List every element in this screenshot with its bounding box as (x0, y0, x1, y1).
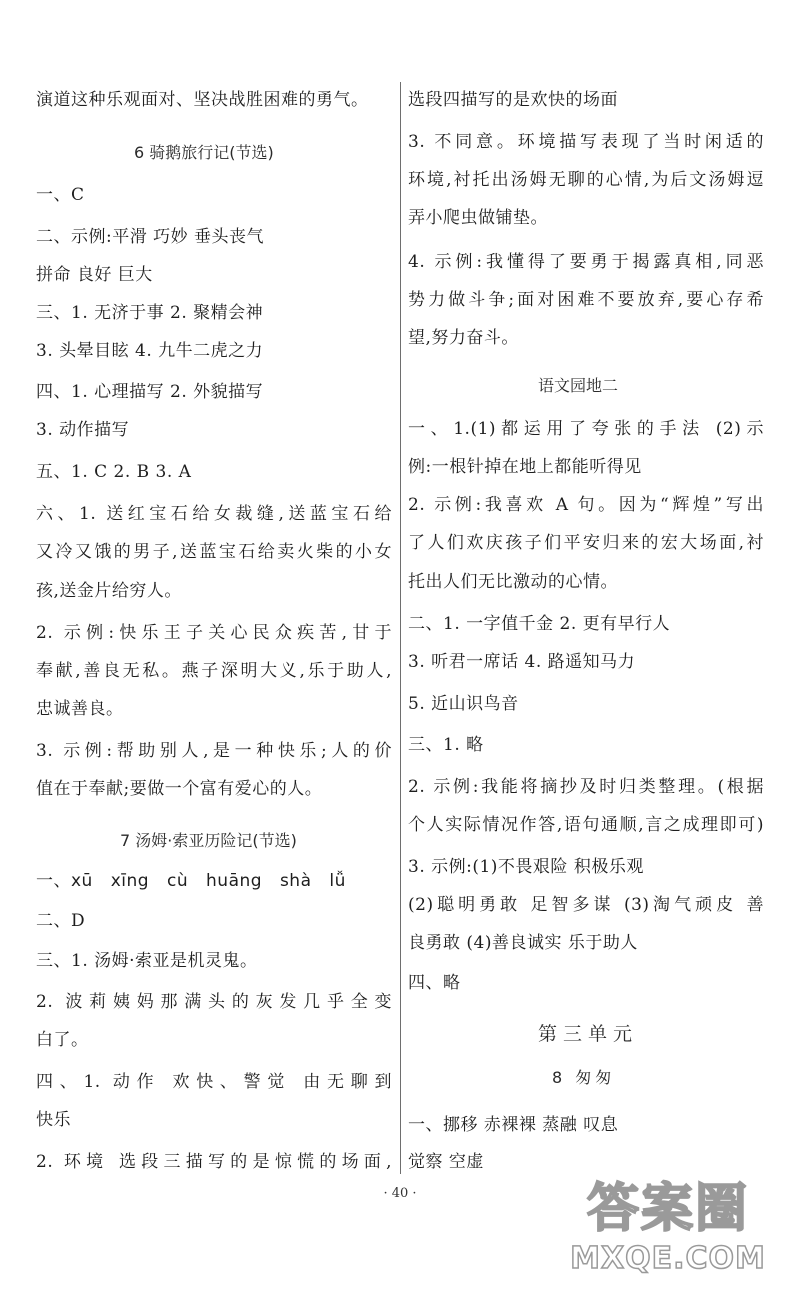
text-line: 2. 示例:我喜欢 A 句。因为“辉煌”写出 (408, 495, 764, 515)
text-line: 四、1. 心理描写 2. 外貌描写 (36, 382, 264, 402)
text-line: 四、1. 动作 欢快、警觉 由无聊到 (36, 1072, 392, 1092)
text-line: 二、D (36, 911, 86, 931)
text-line: 2. 示例:快乐王子关心民众疾苦,甘于 (36, 623, 392, 643)
section-heading-7: 7 汤姆·索亚历险记(节选) (120, 831, 297, 850)
text-line: 三、1. 无济于事 2. 聚精会神 (36, 303, 264, 323)
text-line: 觉察 空虚 (408, 1152, 484, 1172)
text-line: 演道这种乐观面对、坚决战胜困难的勇气。 (36, 90, 369, 110)
text-line: 一、挪移 赤裸裸 蒸融 叹息 (408, 1115, 619, 1135)
text-line: 环境,衬托出汤姆无聊的心情,为后文汤姆逗 (408, 170, 764, 190)
text-line: 托出人们无比激动的心情。 (408, 572, 618, 592)
text-line: 白了。 (36, 1030, 89, 1050)
text-line: 三、1. 略 (408, 735, 484, 755)
text-line: 个人实际情况作答,语句通顺,言之成理即可) (408, 815, 764, 835)
text-line: 又冷又饿的男子,送蓝宝石给卖火柴的小女 (36, 542, 392, 562)
text-line: 三、1. 汤姆·索亚是机灵鬼。 (36, 951, 258, 971)
watermark-logo-text: 答案圈 (586, 1179, 749, 1239)
text-line: 弄小爬虫做铺垫。 (408, 208, 548, 228)
text-line: 忠诚善良。 (36, 699, 124, 719)
section-heading-6: 6 骑鹅旅行记(节选) (134, 143, 274, 162)
text-line: 五、1. C 2. B 3. A (36, 462, 192, 482)
text-line: 奉献,善良无私。燕子深明大义,乐于助人, (36, 661, 392, 681)
section-heading-8: 8 匆匆 (552, 1068, 616, 1087)
text-line: 四、略 (408, 973, 461, 993)
text-line: 二、示例:平滑 巧妙 垂头丧气 (36, 227, 265, 247)
text-line: 快乐 (36, 1110, 71, 1130)
text-line: 例:一根针掉在地上都能听得见 (408, 457, 642, 477)
text-line: 选段四描写的是欢快的场面 (408, 90, 618, 110)
page-number: · 40 · (383, 1186, 417, 1201)
text-line: 了人们欢庆孩子们平安归来的宏大场面,衬 (408, 533, 764, 553)
text-line: 良勇敢 (4)善良诚实 乐于助人 (408, 933, 638, 953)
watermark-site-text: MXQE.COM (570, 1241, 766, 1276)
text-line: 孩,送金片给穷人。 (36, 581, 182, 601)
text-line: 六、1. 送红宝石给女裁缝,送蓝宝石给 (36, 504, 392, 524)
unit-title: 第三单元 (538, 1023, 639, 1045)
section-heading-yuwen-yuandi: 语文园地二 (538, 376, 619, 395)
text-line: 2. 环境 选段三描写的是惊慌的场面, (36, 1152, 392, 1172)
text-line: 拼命 良好 巨大 (36, 265, 153, 285)
pinyin-line: 一、xū xīng cù huāng shà lǚ (36, 871, 346, 891)
text-line: 值在于奉献;要做一个富有爱心的人。 (36, 779, 323, 799)
text-line: 2. 波莉姨妈那满头的灰发几乎全变 (36, 992, 392, 1012)
text-line: 一、1.(1)都运用了夸张的手法 (2)示 (408, 419, 764, 439)
text-line: 势力做斗争;面对困难不要放弃,要心存希 (408, 290, 764, 310)
text-line: 3. 示例:帮助别人,是一种快乐;人的价 (36, 741, 392, 761)
text-line: 望,努力奋斗。 (408, 328, 519, 348)
text-line: (2)聪明勇敢 足智多谋 (3)淘气顽皮 善 (408, 895, 764, 915)
watermark-logo (558, 1179, 778, 1289)
text-line: 3. 示例:(1)不畏艰险 积极乐观 (408, 857, 644, 877)
text-line: 二、1. 一字值千金 2. 更有早行人 (408, 614, 671, 634)
text-line: 2. 示例:我能将摘抄及时归类整理。(根据 (408, 777, 764, 797)
text-line: 4. 示例:我懂得了要勇于揭露真相,同恶 (408, 252, 764, 272)
text-line: 3. 头晕目眩 4. 九牛二虎之力 (36, 341, 264, 361)
text-line: 5. 近山识鸟音 (408, 694, 519, 714)
column-divider (400, 82, 401, 1174)
text-line: 一、C (36, 185, 85, 205)
text-line: 3. 不同意。环境描写表现了当时闲适的 (408, 132, 764, 152)
text-line: 3. 听君一席话 4. 路遥知马力 (408, 652, 636, 672)
text-line: 3. 动作描写 (36, 420, 130, 440)
